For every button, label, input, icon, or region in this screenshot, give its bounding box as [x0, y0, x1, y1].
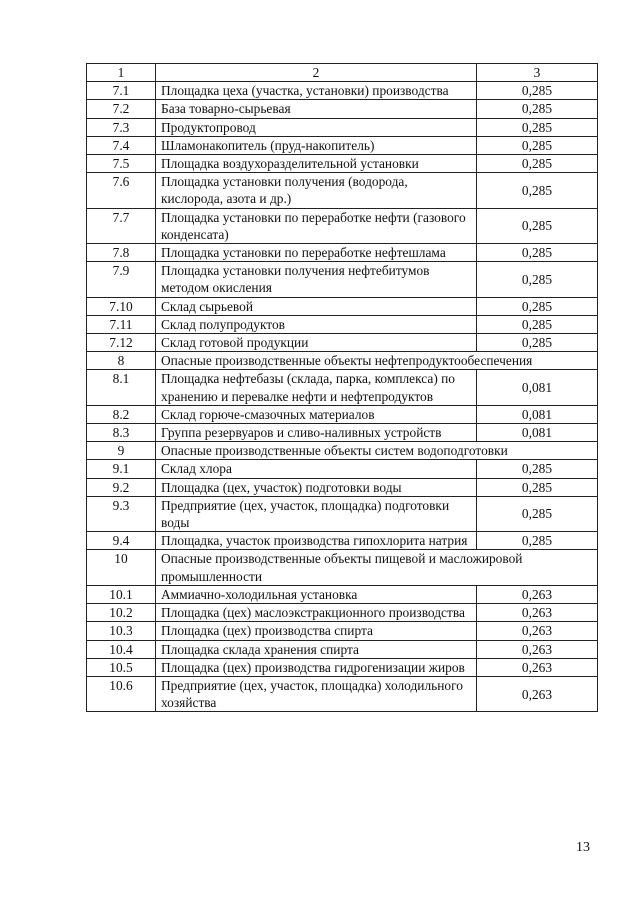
- table-section-row: [87, 352, 598, 370]
- table-row: [87, 370, 598, 405]
- coefficient-value: 0,285: [477, 297, 598, 315]
- coefficient-value: 0,285: [477, 100, 598, 118]
- object-name: Предприятие (цех, участок, площадка) холодильного хозяйства: [156, 676, 477, 711]
- row-number: 9.4: [87, 532, 156, 550]
- row-number: 8: [87, 352, 156, 370]
- section-title: Опасные производственные объекты систем водоподготовки: [156, 442, 598, 460]
- object-name: Продуктопровод: [156, 118, 477, 136]
- table-row: [87, 297, 598, 315]
- object-name: База товарно-сырьевая: [156, 100, 477, 118]
- table-row: [87, 604, 598, 622]
- table-row: [87, 315, 598, 333]
- table-row: [87, 460, 598, 478]
- table-section-row: [87, 442, 598, 460]
- table-row: [87, 244, 598, 262]
- object-name: Склад готовой продукции: [156, 334, 477, 352]
- coefficient-value: 0,285: [477, 155, 598, 173]
- section-title: Опасные производственные объекты нефтепродуктообеспечения: [156, 352, 598, 370]
- row-number: 9: [87, 442, 156, 460]
- row-number: 10.5: [87, 658, 156, 676]
- object-name: Площадка склада хранения спирта: [156, 640, 477, 658]
- table-row: [87, 173, 598, 208]
- coefficient-value: 0,285: [477, 208, 598, 243]
- column-header-name: 2: [156, 64, 477, 82]
- row-number: 10.2: [87, 604, 156, 622]
- object-name: Площадка, участок производства гипохлорита натрия: [156, 532, 477, 550]
- table-row: [87, 585, 598, 603]
- row-number: 7.7: [87, 208, 156, 243]
- coefficient-value: 0,285: [477, 496, 598, 531]
- object-name: Склад сырьевой: [156, 297, 477, 315]
- coefficient-value: 0,081: [477, 424, 598, 442]
- table-row: [87, 155, 598, 173]
- row-number: 7.1: [87, 82, 156, 100]
- coefficient-value: 0,285: [477, 136, 598, 154]
- object-name: Предприятие (цех, участок, площадка) подготовки воды: [156, 496, 477, 531]
- table-row: [87, 100, 598, 118]
- row-number: 9.3: [87, 496, 156, 531]
- table-section-row: [87, 550, 598, 585]
- object-name: Площадка (цех) производства спирта: [156, 622, 477, 640]
- coefficient-value: 0,263: [477, 676, 598, 711]
- coefficient-value: 0,263: [477, 640, 598, 658]
- table-row: [87, 424, 598, 442]
- object-name: Площадка установки по переработке нефтешлама: [156, 244, 477, 262]
- table-row: [87, 334, 598, 352]
- table-row: [87, 118, 598, 136]
- row-number: 7.5: [87, 155, 156, 173]
- row-number: 10.4: [87, 640, 156, 658]
- coefficient-value: 0,285: [477, 82, 598, 100]
- table-row: [87, 478, 598, 496]
- object-name: Площадка воздухоразделительной установки: [156, 155, 477, 173]
- coefficient-value: 0,285: [477, 334, 598, 352]
- row-number: 7.11: [87, 315, 156, 333]
- coefficients-table: [86, 63, 598, 712]
- object-name: Площадка установки получения нефтебитумов методом окисления: [156, 262, 477, 297]
- object-name: Группа резервуаров и сливо-наливных устройств: [156, 424, 477, 442]
- coefficient-value: 0,263: [477, 622, 598, 640]
- section-title: Опасные производственные объекты пищевой и масложировой промышленности: [156, 550, 598, 585]
- coefficient-value: 0,285: [477, 532, 598, 550]
- row-number: 7.3: [87, 118, 156, 136]
- object-name: Площадка установки получения (водорода, кислорода, азота и др.): [156, 173, 477, 208]
- table-row: [87, 262, 598, 297]
- object-name: Аммиачно-холодильная установка: [156, 585, 477, 603]
- coefficient-value: 0,285: [477, 315, 598, 333]
- coefficient-value: 0,081: [477, 370, 598, 405]
- row-number: 8.3: [87, 424, 156, 442]
- object-name: Склад хлора: [156, 460, 477, 478]
- column-header-number: 1: [87, 64, 156, 82]
- row-number: 7.4: [87, 136, 156, 154]
- coefficient-value: 0,263: [477, 585, 598, 603]
- table-row: [87, 622, 598, 640]
- table-row: [87, 658, 598, 676]
- coefficient-value: 0,285: [477, 173, 598, 208]
- row-number: 7.9: [87, 262, 156, 297]
- table-row: [87, 208, 598, 243]
- table-row: [87, 676, 598, 711]
- coefficient-value: 0,081: [477, 405, 598, 423]
- object-name: Шламонакопитель (пруд-накопитель): [156, 136, 477, 154]
- coefficient-value: 0,285: [477, 244, 598, 262]
- table-row: [87, 532, 598, 550]
- page-number: 13: [576, 840, 590, 855]
- table-row: [87, 640, 598, 658]
- table-row: [87, 136, 598, 154]
- row-number: 9.2: [87, 478, 156, 496]
- object-name: Склад горюче-смазочных материалов: [156, 405, 477, 423]
- row-number: 7.6: [87, 173, 156, 208]
- row-number: 9.1: [87, 460, 156, 478]
- coefficient-value: 0,285: [477, 262, 598, 297]
- object-name: Площадка установки по переработке нефти (газового конденсата): [156, 208, 477, 243]
- table-row: [87, 496, 598, 531]
- coefficient-value: 0,263: [477, 604, 598, 622]
- object-name: Площадка (цех) производства гидрогенизации жиров: [156, 658, 477, 676]
- row-number: 10.3: [87, 622, 156, 640]
- coefficient-value: 0,285: [477, 460, 598, 478]
- object-name: Площадка (цех, участок) подготовки воды: [156, 478, 477, 496]
- coefficient-value: 0,263: [477, 658, 598, 676]
- table-body: [87, 82, 598, 712]
- row-number: 8.2: [87, 405, 156, 423]
- table-row: [87, 405, 598, 423]
- row-number: 7.2: [87, 100, 156, 118]
- row-number: 7.12: [87, 334, 156, 352]
- coefficient-value: 0,285: [477, 478, 598, 496]
- row-number: 7.8: [87, 244, 156, 262]
- column-header-value: 3: [477, 64, 598, 82]
- object-name: Площадка (цех) маслоэкстракционного производства: [156, 604, 477, 622]
- row-number: 7.10: [87, 297, 156, 315]
- row-number: 10.1: [87, 585, 156, 603]
- table-header-row: [87, 64, 598, 82]
- object-name: Площадка цеха (участка, установки) производства: [156, 82, 477, 100]
- object-name: Площадка нефтебазы (склада, парка, комплекса) по хранению и перевалке нефти и нефтепродуктов: [156, 370, 477, 405]
- row-number: 10.6: [87, 676, 156, 711]
- row-number: 8.1: [87, 370, 156, 405]
- object-name: Склад полупродуктов: [156, 315, 477, 333]
- row-number: 10: [87, 550, 156, 585]
- coefficient-value: 0,285: [477, 118, 598, 136]
- table-row: [87, 82, 598, 100]
